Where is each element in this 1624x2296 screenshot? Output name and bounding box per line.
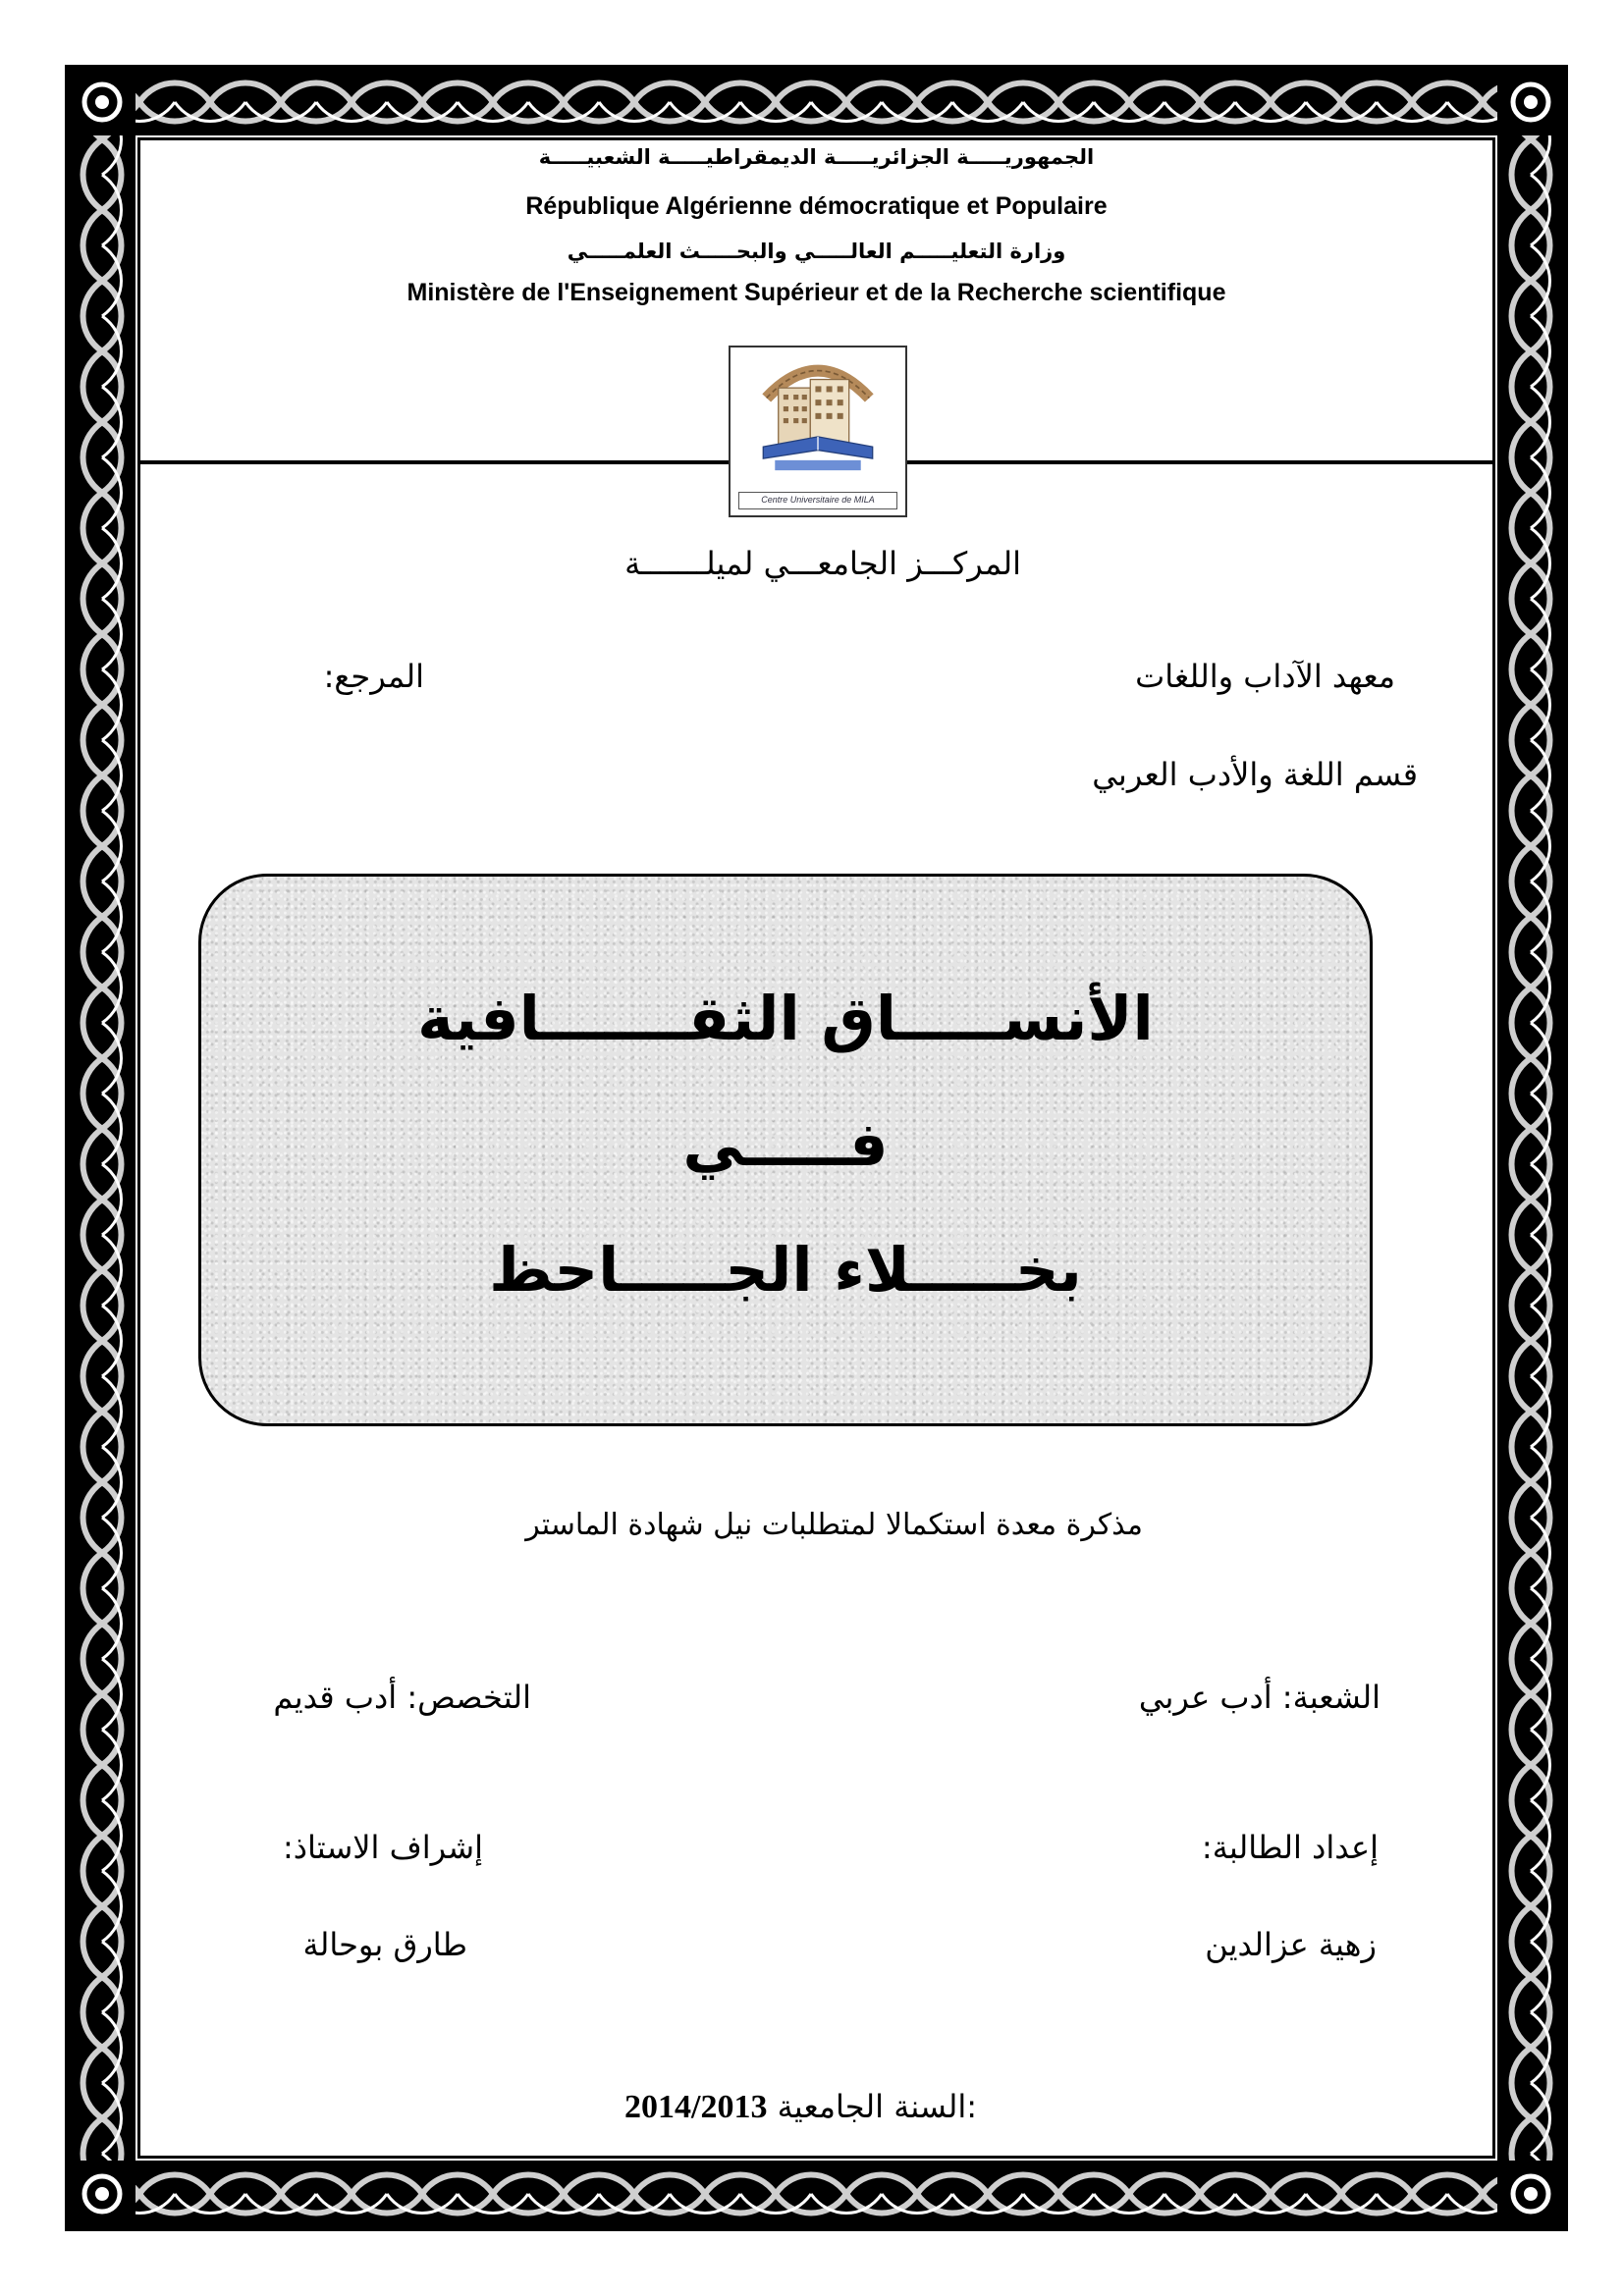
- thesis-title-box: [198, 874, 1373, 1426]
- border-pattern-bottom: [69, 2161, 1564, 2227]
- institute-name: معهد الآداب واللغات: [1135, 658, 1395, 695]
- corner-ornament-top-left: [69, 69, 135, 135]
- republic-name-french: République Algérienne démocratique et Populaire: [525, 192, 1108, 220]
- thesis-title-line-3: بخـــــلاء الجـــــاحظ: [489, 1234, 1082, 1306]
- border-pattern-right: [1497, 69, 1564, 2227]
- thesis-title-line-1: الأنســـــاق الثقـــــــافية: [417, 983, 1154, 1054]
- thesis-purpose: مذكرة معدة استكمالا لمتطلبات نيل شهادة الماستر: [525, 1508, 1143, 1542]
- prepared-by-label: إعداد الطالبة:: [1201, 1829, 1379, 1866]
- logo-caption: Centre Universitaire de MILA: [738, 492, 897, 509]
- corner-ornament-bottom-right: [1497, 2161, 1564, 2227]
- academic-year-value: 2014/2013: [624, 2089, 768, 2125]
- specialty-field: التخصص: أدب قديم: [273, 1679, 531, 1716]
- header-rule-left: [137, 460, 729, 464]
- corner-ornament-top-right: [1497, 69, 1564, 135]
- supervisor-label: إشراف الاستاذ:: [283, 1829, 483, 1866]
- header-rule-right: [907, 460, 1495, 464]
- ministry-name-french: Ministère de l'Enseignement Supérieur et de la Recherche scientifique: [406, 279, 1226, 306]
- university-center-name: المركـــز الجامعـــي لميلـــــــة: [624, 545, 1021, 582]
- republic-name-arabic: الجمهوريـــــة الجزائريـــــة الديمقراطيـــــة الشعبيـــــة: [538, 145, 1095, 169]
- reference-label: المرجع:: [323, 658, 424, 695]
- university-logo: [729, 346, 907, 517]
- academic-year: [624, 2088, 977, 2126]
- department-name: قسم اللغة والأدب العربي: [1092, 756, 1418, 793]
- corner-ornament-bottom-left: [69, 2161, 135, 2227]
- thesis-title-line-2: فـــــي: [682, 1108, 889, 1180]
- student-name: زهية عزالدين: [1205, 1926, 1377, 1963]
- border-pattern-left: [69, 69, 135, 2227]
- branch-field: الشعبة: أدب عربي: [1138, 1679, 1380, 1716]
- border-pattern-top: [69, 69, 1564, 135]
- supervisor-name: طارق بوحالة: [302, 1926, 467, 1963]
- academic-year-label: السنة الجامعية:: [777, 2088, 978, 2125]
- ministry-name-arabic: وزارة التعليـــــم العالـــــي والبحـــــث العلمـــــي: [567, 240, 1066, 263]
